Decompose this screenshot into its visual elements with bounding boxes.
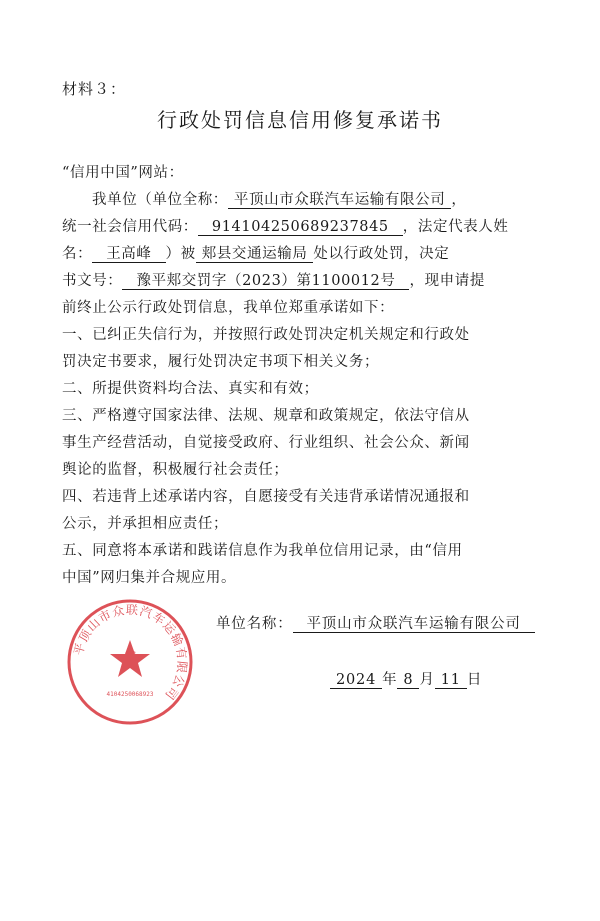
seal-text: 平顶山市众联汽车运输有限公司	[71, 602, 190, 703]
commitment-item: 公示，并承担相应责任；	[62, 516, 229, 532]
year-label: 年	[382, 672, 398, 688]
unit-name: 平顶山市众联汽车运输有限公司	[293, 616, 535, 633]
text-segment: ，现申请提	[409, 273, 485, 289]
date-line	[330, 668, 482, 689]
seal-center-text: 章	[124, 651, 138, 666]
text-segment: 名：	[62, 246, 93, 262]
material-label: 材料３：	[62, 80, 127, 98]
representative-name-field: 王高峰	[92, 246, 165, 263]
month-label: 月	[419, 672, 435, 688]
paragraph-line-1	[92, 188, 572, 209]
commitment-item: 一、已纠正失信行为，并按照行政处罚决定机关规定和行政处	[62, 327, 470, 343]
commitment-item: 二、所提供资料均合法、真实和有效；	[62, 381, 319, 397]
seal-code: 4104250068923	[106, 691, 154, 698]
commitment-item: 中国”网归集并合规应用。	[62, 570, 237, 586]
signature-unit-line	[216, 612, 535, 633]
month-value: 8	[397, 672, 419, 689]
credit-code-field: 914104250689237845	[198, 219, 403, 236]
decision-number-field: 豫平郏交罚字（2023）第1100012号	[122, 273, 409, 290]
year-value: 2024	[330, 672, 382, 689]
agency-field: 郏县交通运输局	[196, 246, 314, 263]
paragraph-line-3	[62, 242, 542, 263]
text-segment: ，	[451, 192, 467, 208]
day-value: 11	[435, 672, 467, 689]
day-label: 日	[466, 672, 483, 688]
text-segment: 处以行政处罚，决定	[313, 246, 450, 262]
commitment-item: 四、若违背上述承诺内容，自愿接受有关违背承诺情况通报和	[62, 489, 470, 505]
paragraph-line-5: 前终止公示行政处罚信息，我单位郑重承诺如下：	[62, 300, 395, 316]
commitment-item: 舆论的监督，积极履行社会责任；	[62, 462, 289, 478]
page-title: 行政处罚信息信用修复承诺书	[157, 108, 443, 132]
commitment-item: 五、同意将本承诺和践诺信息作为我单位信用记录，由“信用	[62, 543, 463, 559]
company-seal	[64, 596, 196, 728]
paragraph-line-2	[62, 215, 542, 236]
company-name-field: 平顶山市众联汽车运输有限公司	[228, 192, 451, 209]
commitment-item: 三、严格遵守国家法律、法规、规章和政策规定，依法守信从	[62, 408, 470, 424]
text-segment: ）被	[165, 246, 196, 262]
paragraph-line-4	[62, 269, 542, 290]
addressee: “信用中国”网站：	[62, 165, 184, 181]
text-segment: 统一社会信用代码：	[62, 219, 198, 235]
commitment-item: 罚决定书要求，履行处罚决定书项下相关义务；	[62, 354, 380, 370]
text-segment: ，法定代表人姓	[402, 219, 509, 235]
text-segment: 我单位（单位全称：	[92, 192, 228, 208]
commitment-item: 事生产经营活动，自觉接受政府、行业组织、社会公众、新闻	[62, 435, 470, 451]
unit-label: 单位名称：	[216, 616, 293, 632]
text-segment: 书文号：	[62, 273, 123, 289]
